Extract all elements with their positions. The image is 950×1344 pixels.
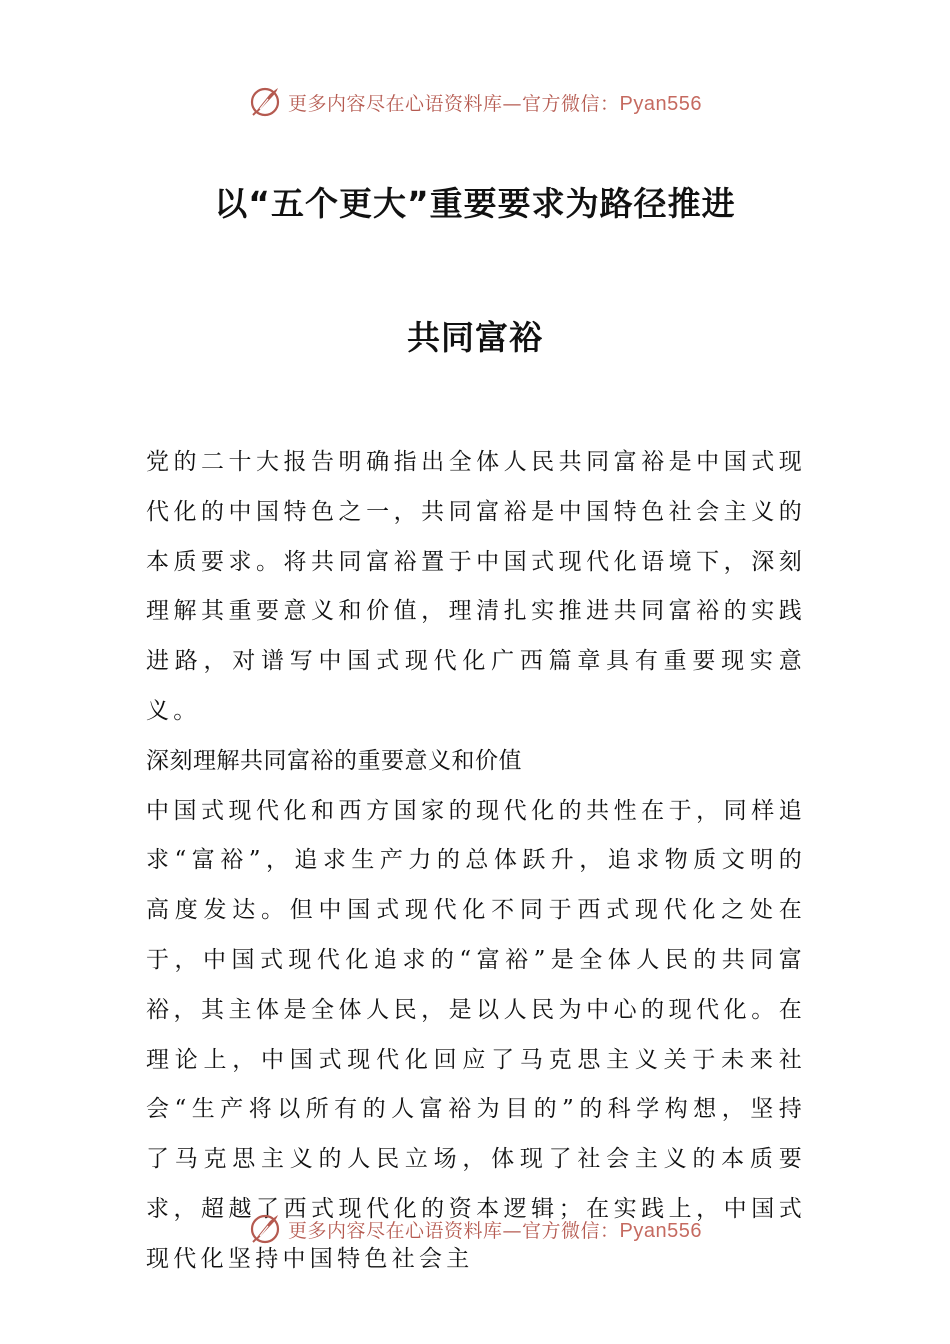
watermark-text: [288, 89, 702, 116]
watermark-header: [0, 82, 950, 122]
section-heading: 深刻理解共同富裕的重要意义和价值: [146, 747, 522, 774]
watermark-text: [288, 1216, 702, 1243]
quill-circle-icon: [248, 85, 282, 119]
watermark-wechat-id: Pyan556: [619, 92, 702, 115]
body-paragraph: 党的二十大报告明确指出全体人民共同富裕是中国式现代化的中国特色之一，共同富裕是中国特色社会主义的本质要求。将共同富裕置于中国式现代化语境下，深刻理解其重要意义和价值，理清扎实推进共同富裕的实践进路，对谱写中国式现代化广西篇章具有重要现实意义。: [146, 449, 806, 724]
document-title-line-1: 以“五个更大”重要要求为路径推进: [214, 184, 736, 223]
quill-circle-icon: [248, 1212, 282, 1246]
watermark-label: 更多内容尽在心语资料库—官方微信：: [288, 1219, 620, 1242]
document-body: [146, 438, 806, 1285]
document-title-line-2: 共同富裕: [407, 318, 543, 357]
body-paragraph: 中国式现代化和西方国家的现代化的共性在于，同样追求“富裕”，追求生产力的总体跃升，追求物质文明的高度发达。但中国式现代化不同于西式现代化之处在于，中国式现代化追求的“富裕”是全体人民的共同富裕，其主体是全体人民，是以人民为中心的现代化。在理论上，中国式现代化回应了马克思主义关于未来社会“生产将以所有的人富裕为目的”的科学构想，坚持了马克思主义的人民立场，体现了社会主义的本质要求，超越了西式现代化的资本逻辑；在实践上，中国式现代化坚持中国特色社会主: [146, 797, 806, 1272]
watermark-wechat-id: Pyan556: [619, 1219, 702, 1242]
watermark-label: 更多内容尽在心语资料库—官方微信：: [288, 92, 620, 115]
watermark-footer: [0, 1209, 950, 1249]
